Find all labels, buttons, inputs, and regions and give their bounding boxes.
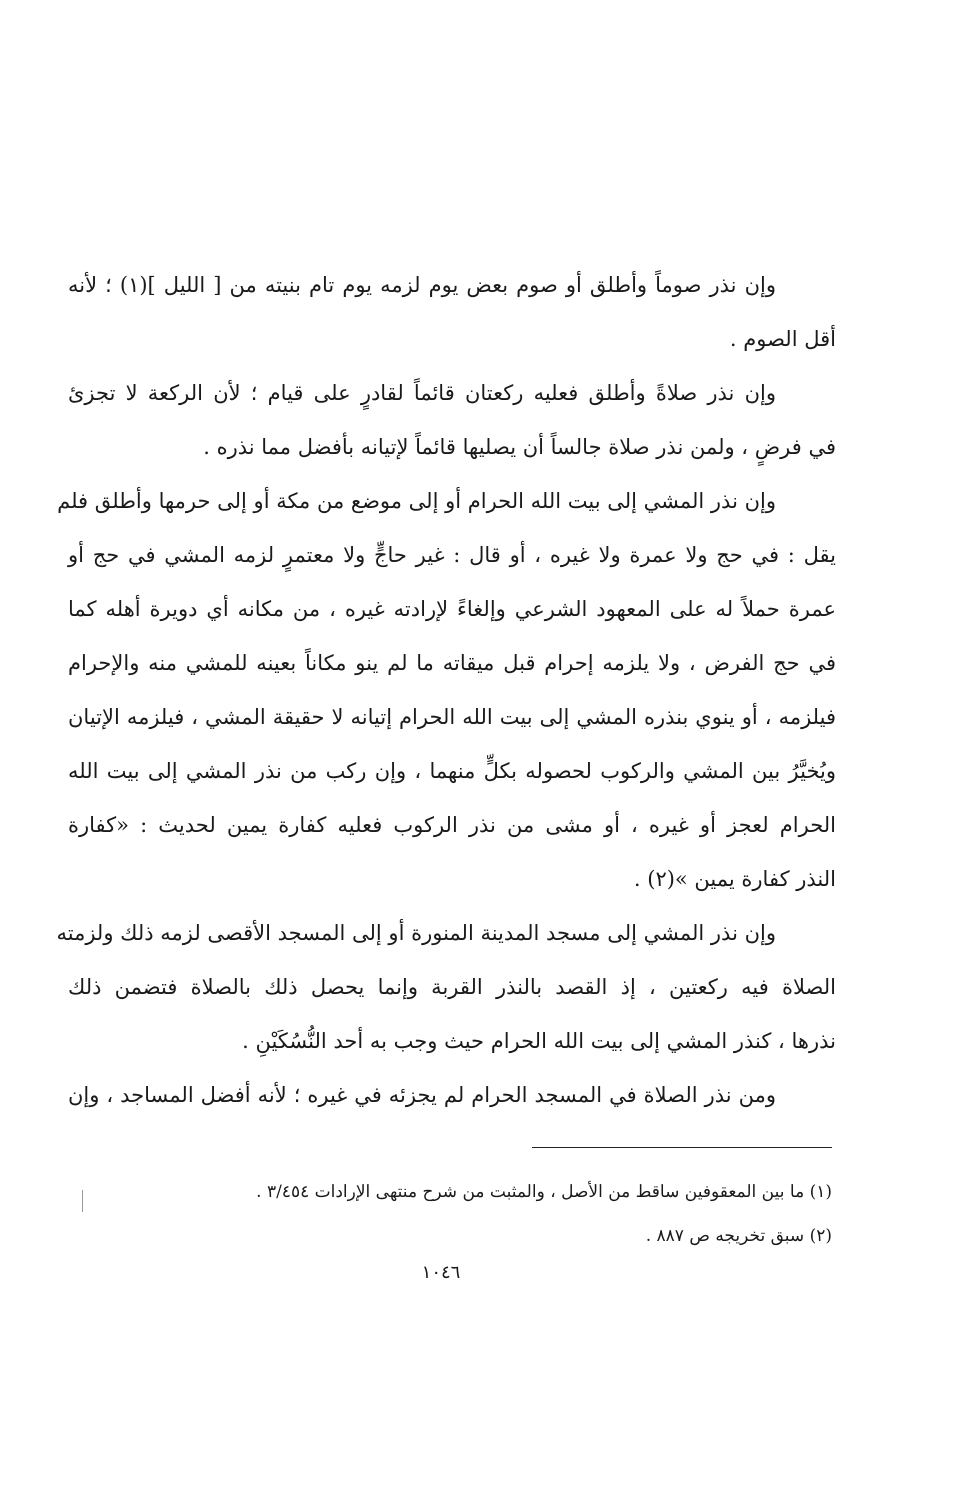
- text-line: أقل الصوم .: [729, 327, 836, 351]
- text-line: وإن نذر صلاةً وأطلق فعليه ركعتان قائماً لقادرٍ على قيام ؛ لأن الركعة لا تجزئ: [68, 381, 776, 405]
- text-line: عمرة حملاً له على المعهود الشرعي وإلغاءً لإرادته غيره ، من مكانه أي دويرة أهله كما: [68, 597, 836, 621]
- main-text: [56, 258, 837, 1122]
- footnote-separator: [532, 1147, 832, 1148]
- text-line: وإن نذر المشي إلى مسجد المدينة المنورة أو إلى المسجد الأقصى لزمه ذلك ولزمته: [56, 921, 776, 945]
- text-line: في حج الفرض ، ولا يلزمه إحرام قبل ميقاته ما لم ينو مكاناً بعينه للمشي منه والإحرام: [68, 651, 836, 675]
- text-line: وإن نذر صوماً وأطلق أو صوم بعض يوم لزمه يوم تام بنيته من [ الليل ](١) ؛ لأنه: [68, 273, 776, 297]
- footnotes: [220, 1170, 832, 1258]
- footnote-2: (٢) سبق تخريجه ص ٨٨٧ .: [645, 1226, 832, 1246]
- text-line: وإن نذر المشي إلى بيت الله الحرام أو إلى موضع من مكة أو إلى حرمها وأطلق فلم: [57, 489, 776, 513]
- text-line: ومن نذر الصلاة في المسجد الحرام لم يجزئه في غيره ؛ لأنه أفضل المساجد ، وإن: [68, 1083, 776, 1107]
- page-number: ١٠٤٦: [421, 1262, 461, 1283]
- text-line: فيلزمه ، أو ينوي بنذره المشي إلى بيت الله الحرام إتيانه لا حقيقة المشي ، فيلزمه الإتيان: [68, 705, 836, 729]
- margin-mark: [82, 1190, 83, 1212]
- text-line: نذرها ، كنذر المشي إلى بيت الله الحرام حيث وجب به أحد النُّسُكَيْنِ .: [242, 1029, 836, 1053]
- footnote-1: (١) ما بين المعقوفين ساقط من الأصل ، والمثبت من شرح منتهى الإرادات ٣/٤٥٤ .: [256, 1182, 832, 1202]
- text-line: ويُخيَّرُ بين المشي والركوب لحصوله بكلٍّ منهما ، وإن ركب من نذر المشي إلى بيت الله: [68, 759, 836, 783]
- text-line: الحرام لعجز أو غيره ، أو مشى من نذر الركوب فعليه كفارة يمين لحديث : «كفارة: [68, 813, 837, 837]
- text-line: يقل : في حج ولا عمرة ولا غيره ، أو قال : غير حاجٍّ ولا معتمرٍ لزمه المشي في حج أو: [68, 543, 836, 567]
- text-line: الصلاة فيه ركعتين ، إذ القصد بالنذر القربة وإنما يحصل ذلك بالصلاة فتضمن ذلك: [68, 975, 836, 999]
- text-line: في فرضٍ ، ولمن نذر صلاة جالساً أن يصليها قائماً لإتيانه بأفضل مما نذره .: [203, 435, 836, 459]
- text-line: النذر كفارة يمين »(٢) .: [633, 867, 836, 891]
